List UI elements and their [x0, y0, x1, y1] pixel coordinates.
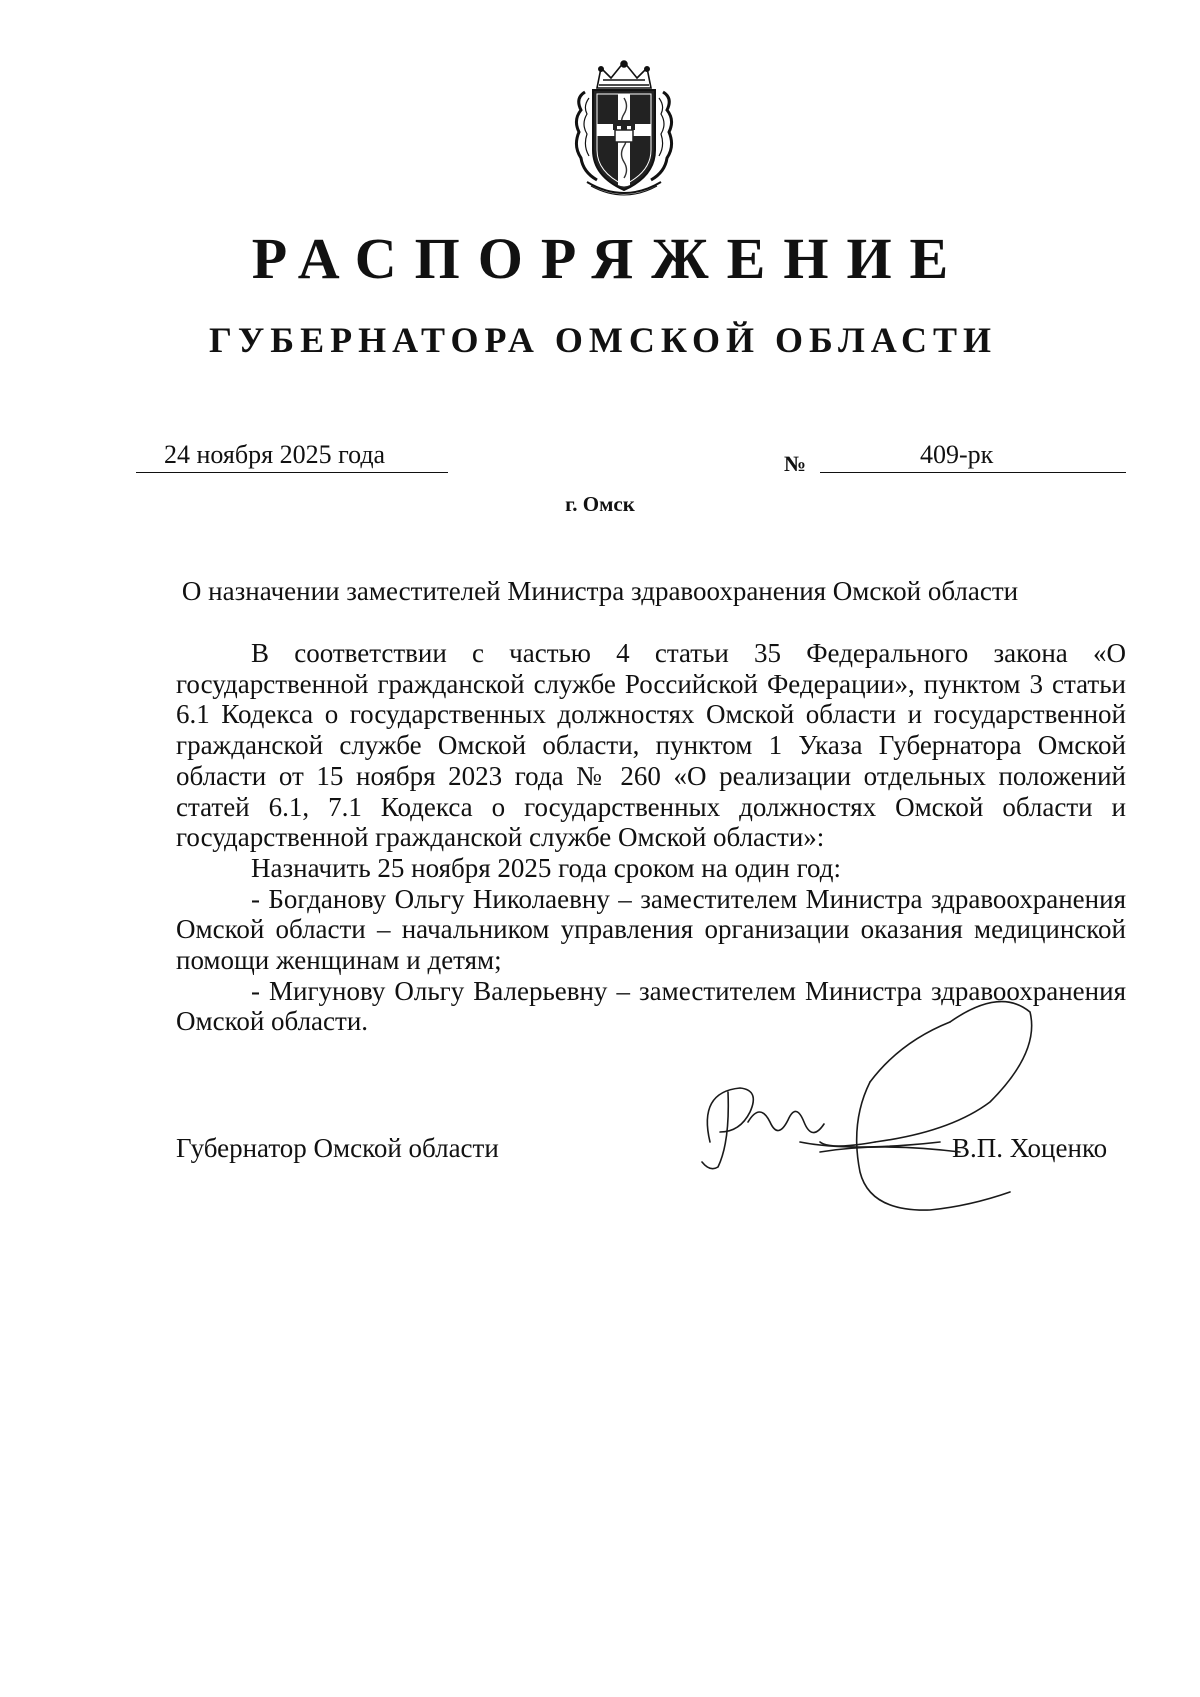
- document-date: 24 ноября 2025 года: [164, 440, 386, 469]
- city: г. Омск: [565, 492, 635, 516]
- coat-of-arms-icon: [567, 58, 681, 198]
- number-field: [820, 440, 1126, 473]
- document-body: [176, 638, 1126, 1037]
- number-sign: №: [784, 451, 807, 476]
- paragraph-appointee-migunova: - Мигунову Ольгу Валерьевну – заместителем Министра здравоохранения Омской области.: [176, 975, 1126, 1037]
- paragraph-appointment: Назначить 25 ноября 2025 года сроком на один год:: [251, 852, 841, 883]
- document-number: 409-рк: [920, 440, 994, 469]
- paragraph-legal-basis: В соответствии с частью 4 статьи 35 Федерального закона «О государственной гражданской службе Российской Федерации», пунктом 3 статьи 6.1 Кодекса о государственных должностях Омской области и государственной гражданской службе Омской области, пунктом 1 Указа Губернатора Омской области от 15 ноября 2023 года № 260 «О реализации отдельных положений статей 6.1, 7.1 Кодекса о государственных должностях Омской области и государственной гражданской службе Омской области»:: [176, 638, 1126, 853]
- paragraph-appointee-bogdanova: - Богданову Ольгу Николаевну – заместителем Министра здравоохранения Омской области – начальником управления организации оказания медицинской помощи женщинам и детям;: [176, 883, 1126, 976]
- document-title: РАСПОРЯЖЕНИЕ: [251, 226, 967, 291]
- date-field: [136, 440, 448, 473]
- signer-title: Губернатор Омской области: [176, 1133, 499, 1163]
- handwritten-signature: [700, 992, 1120, 1222]
- document-heading: О назначении заместителей Министра здравоохранения Омской области: [181, 576, 1019, 606]
- signer-name: В.П. Хоценко: [952, 1133, 1108, 1163]
- document-subtitle: ГУБЕРНАТОРА ОМСКОЙ ОБЛАСТИ: [208, 320, 998, 360]
